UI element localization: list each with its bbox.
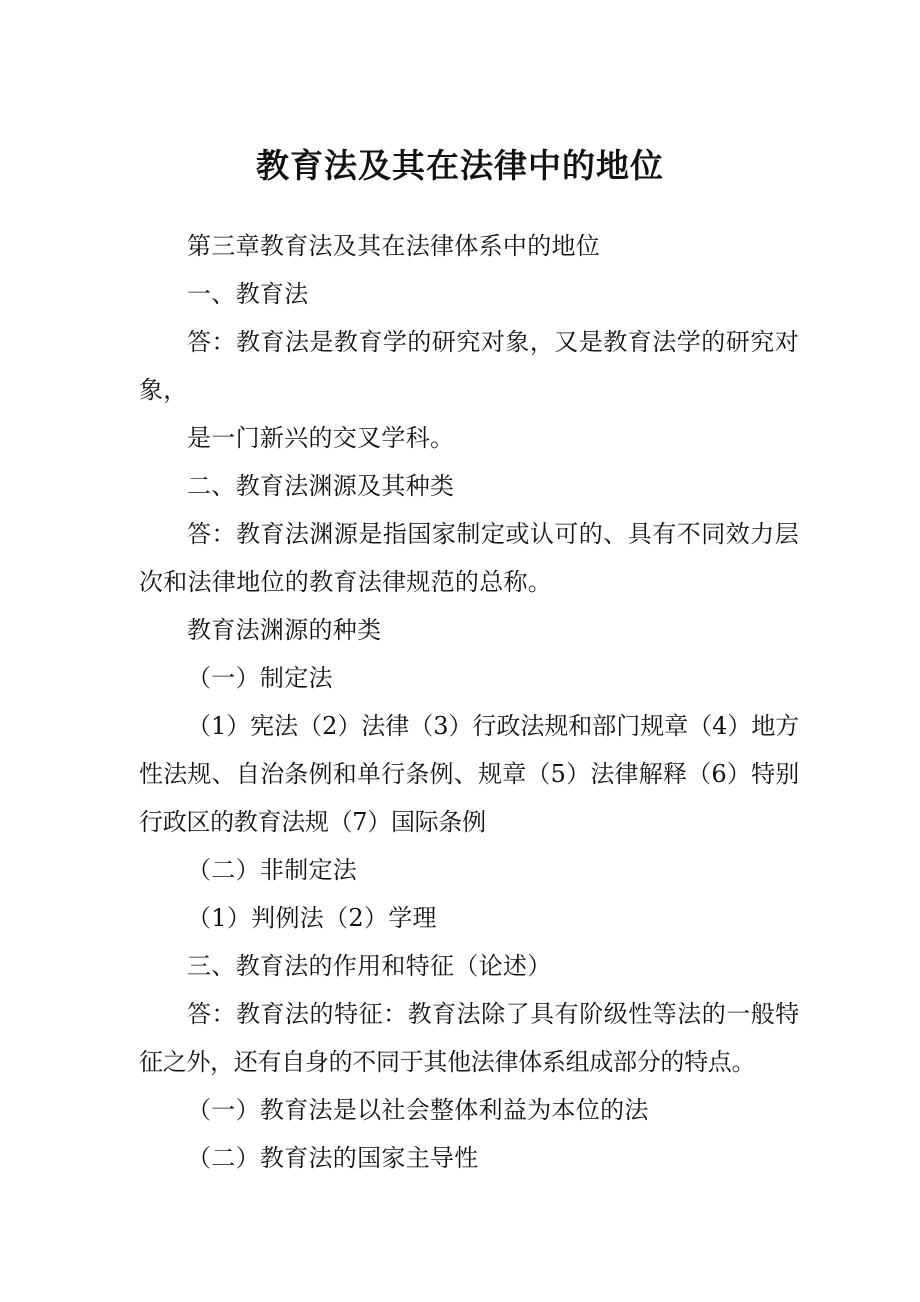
feature-item-1: （一）教育法是以社会整体利益为本位的法 bbox=[187, 1096, 649, 1124]
subsection-heading-sources: 教育法渊源的种类 bbox=[187, 616, 382, 644]
chapter-heading: 第三章教育法及其在法律体系中的地位 bbox=[187, 232, 601, 260]
feature-item-2: （二）教育法的国家主导性 bbox=[187, 1144, 479, 1172]
answer-paragraph-3: 答：教育法的特征：教育法除了具有阶级性等法的一般特征之外，还有自身的不同于其他法律体系组成部分的特点。 bbox=[139, 1000, 799, 1076]
list-heading-non-statutory: （二）非制定法 bbox=[187, 856, 358, 884]
list-heading-statutory: （一）制定法 bbox=[187, 664, 333, 692]
section-heading-1: 一、教育法 bbox=[187, 280, 309, 308]
section-heading-3: 三、教育法的作用和特征（论述） bbox=[187, 952, 552, 980]
answer-paragraph-1: 答：教育法是教育学的研究对象，又是教育法学的研究对象， bbox=[139, 328, 799, 404]
non-statutory-law-list: （1）判例法（2）学理 bbox=[187, 904, 437, 932]
statutory-law-list: （1）宪法（2）法律（3）行政法规和部门规章（4）地方性法规、自治条例和单行条例、规章（5）法律解释（6）特别行政区的教育法规（7）国际条例 bbox=[139, 712, 799, 836]
answer-paragraph-1-continued: 是一门新兴的交叉学科。 bbox=[187, 424, 455, 452]
document-body bbox=[139, 222, 799, 1182]
document-title: 教育法及其在法律中的地位 bbox=[256, 146, 664, 185]
answer-paragraph-2: 答：教育法渊源是指国家制定或认可的、具有不同效力层次和法律地位的教育法律规范的总称。 bbox=[139, 520, 799, 596]
section-heading-2: 二、教育法渊源及其种类 bbox=[187, 472, 455, 500]
